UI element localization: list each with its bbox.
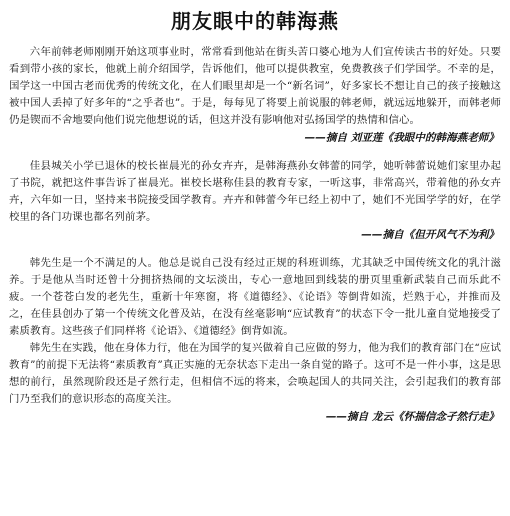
article-title: 朋友眼中的韩海燕 [171, 9, 339, 33]
excerpt-section-2 [9, 158, 501, 243]
excerpt-section-1 [9, 44, 501, 146]
excerpt-paragraph: 韩先生是一个不满足的人。他总是说自己没有经过正规的科班训练，尤其缺乏中国传统文化的乳汁滋养。于是他从当时还曾十分拥挤热闹的文坛淡出，专心一意地回到线装的册页里重新武装自己而乐此不疲。一个苍苍白发的老先生，重新十年寒窗，将《道德经》、《论语》等倒背如流，烂熟于心，并推而及之，在佳县创办了第一个传统文化普及站，在没有丝毫影响“应试教育”的状态下令一批儿童自觉地接受了素质教育。这些孩子们同样将《论语》、《道德经》倒背如流。 [9, 257, 501, 337]
excerpt-source: ——摘自《但开风气不为利》 [361, 229, 499, 241]
excerpt-paragraph: 六年前韩老师刚刚开始这项事业时，常常看到他站在街头苦口婆心地为人们宣传读古书的好处。只要看到带小孩的家长，他就上前介绍国学，告诉他们，他可以提供教室，免费教孩子们学国学。不幸的是，国学这一中国古老而优秀的传统文化，在人们眼里却是一个“新名词”，好多家长不想让自己的孩子接触这被中国人丢掉了好多年的“之乎者也”。于是，每每见了将要上前说服的韩老师，就远远地躲开，而韩老师仍是锲而不舍地要向他们说完他想说的话，但这并没有影响他对弘扬国学的热情和信心。 [9, 46, 501, 126]
excerpt-paragraph: 韩先生在实践，他在身体力行，他在为国学的复兴做着自己应做的努力，他为我们的教育部门在“应试教育”的前提下无法将“素质教育”真正实施的无奈状态下走出一条自觉的路子。这可不是一件小事，这是思想的前行，虽然现阶段还是孑然行走，但相信不远的将来，会唤起国人的共同关注，会引起我们的教育部门乃至我们的意识形态的高度关注。 [9, 342, 501, 405]
excerpt-source: ——摘自 刘亚莲《我眼中的韩海燕老师》 [304, 132, 499, 144]
excerpt-section-3 [9, 255, 501, 425]
excerpt-source: ——摘自 龙云《怀揣信念孑然行走》 [325, 411, 499, 423]
excerpt-paragraph: 佳县城关小学已退休的校长崔晨光的孙女卉卉，是韩海燕孙女韩蕾的同学，她听韩蕾说她们家里办起了书院，就把这件事告诉了崔晨光。崔校长堪称佳县的教育专家，一听这事，非常高兴，带着他的孙女卉卉，六年如一日，坚持来书院接受国学教育。卉卉和韩蕾今年已经上初中了，她们不光国学学的好，在学校里的各门功课也都名列前茅。 [9, 160, 501, 223]
